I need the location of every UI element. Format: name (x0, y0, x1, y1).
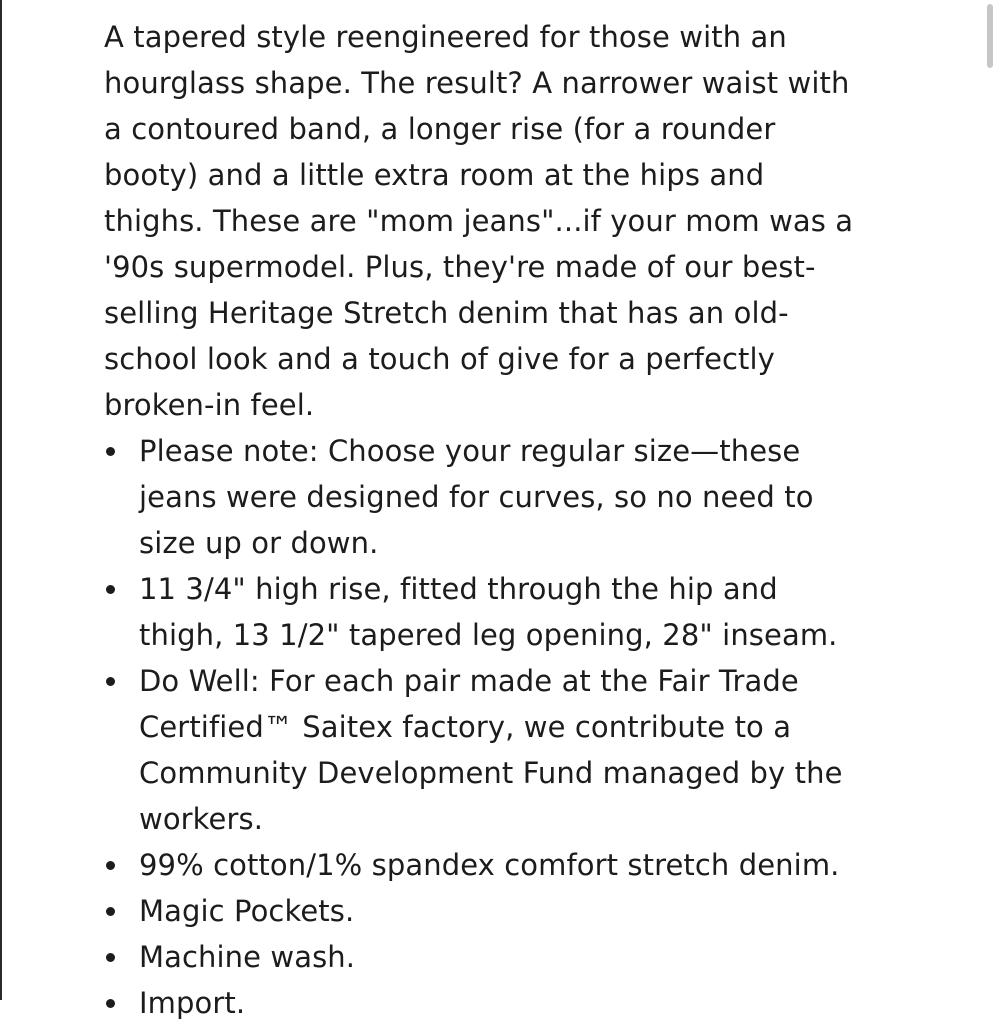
feature-text: 11 3/4" high rise, fitted through the hip and thigh, 13 1/2" tapered leg opening, 28" inseam. (139, 572, 838, 652)
feature-text: Please note: Choose your regular size—these jeans were designed for curves, so no need to size up or down. (139, 434, 814, 560)
feature-list-item (104, 888, 864, 934)
feature-list-item (104, 566, 864, 658)
feature-text: Magic Pockets. (139, 894, 355, 928)
scrollbar-thumb[interactable] (987, 4, 993, 68)
feature-list-item (104, 980, 864, 1026)
bullet-dot-icon (106, 999, 115, 1008)
bullet-dot-icon (106, 953, 115, 962)
feature-text: Do Well: For each pair made at the Fair Trade Certified™ Saitex factory, we contribute to a Community Development Fund managed by the workers. (139, 664, 843, 836)
bullet-dot-icon (106, 907, 115, 916)
feature-list-item (104, 842, 864, 888)
bullet-dot-icon (106, 447, 115, 456)
product-description: A tapered style reengineered for those with an hourglass shape. The result? A narrower waist with a contoured band, a longer rise (for a rounder booty) and a little extra room at the hips and thighs. These are "mom jeans"...if your mom was a '90s supermodel. Plus, they're made of our best-selling Heritage Stretch denim that has an old-school look and a touch of give for a perfectly broken-in feel. (104, 20, 854, 422)
bullet-dot-icon (106, 677, 115, 686)
feature-text: Machine wash. (139, 940, 356, 974)
vertical-scrollbar[interactable] (984, 0, 1000, 1000)
feature-text: Import. (139, 986, 246, 1020)
bullet-dot-icon (106, 585, 115, 594)
feature-list-item (104, 934, 864, 980)
bullet-dot-icon (106, 861, 115, 870)
product-details-content (104, 14, 864, 1026)
feature-text: 99% cotton/1% spandex comfort stretch denim. (139, 848, 840, 882)
feature-list-item (104, 658, 864, 842)
feature-list (104, 428, 864, 1026)
feature-list-item (104, 428, 864, 566)
